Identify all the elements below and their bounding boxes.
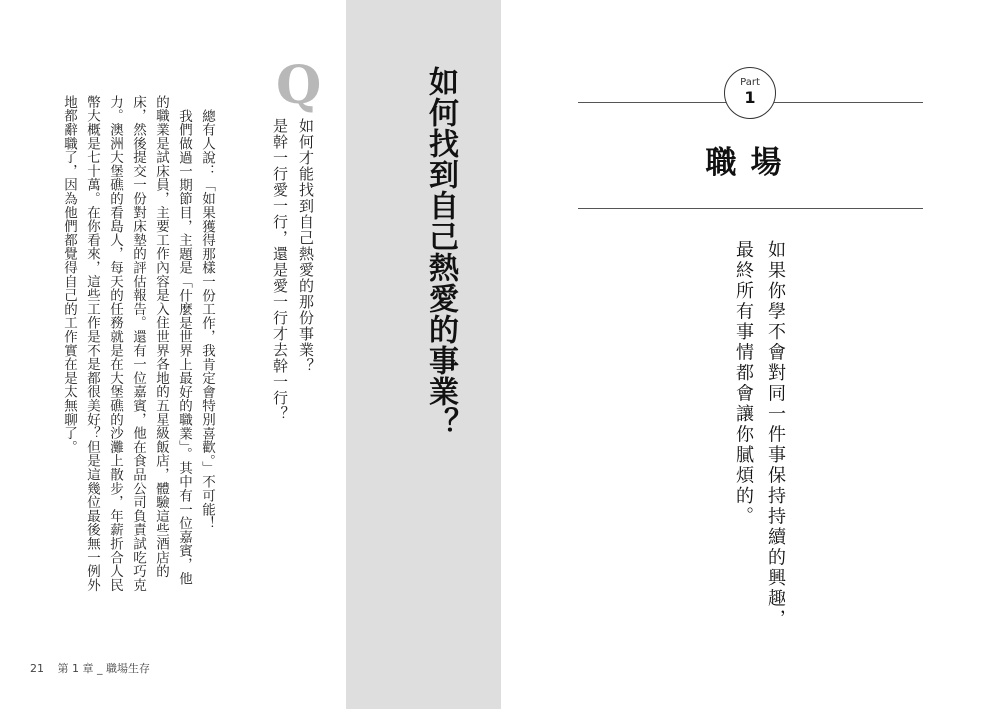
chapter-running-head: 第 1 章 _ 職場生存	[57, 662, 150, 675]
right-page	[501, 0, 1000, 709]
question-mark-letter: Q	[276, 55, 322, 116]
question-line-2: 是幹一行愛一行，還是愛一行才去幹一行？	[271, 118, 289, 422]
question-line-1: 如何才能找到自己熱愛的那份事業？	[297, 118, 315, 374]
paragraph-1: 總有人說：「如果獲得那樣一份工作，我肯定會特別喜歡。」不可能！	[199, 108, 215, 530]
page-footer	[30, 660, 150, 676]
part-number: 1	[744, 88, 756, 107]
question-text	[267, 118, 319, 422]
chapter-title: 如何找到自己熱愛的事業？	[423, 66, 458, 438]
epigraph	[727, 240, 791, 630]
epigraph-line-2: 最終所有事情都會讓你膩煩的。	[733, 240, 754, 527]
paragraph-2: 我們做過一期節目，主題是「什麼是世界上最好的職業」。其中有一位嘉賓，他的職業是試床員，主要工作內容是入住世界各地的五星級飯店，體驗這些酒店的床，然後提交一份對床墊的評估報告。還有一位嘉賓，他在食品公司負責試吃巧克力。澳洲大堡礁的看島人，每天的任務就是在大堡礁的沙灘上散步，年薪折合人民幣大概是七十萬。在你看來，這些工作是不是都很美好？但是這幾位最後無一例外地都辭職了，因為他們都覺得自己的工作實在是太無聊了。	[61, 95, 192, 592]
part-label: Part	[740, 77, 760, 88]
body-text	[57, 95, 218, 595]
part-title: 職場	[705, 145, 796, 181]
epigraph-line-1: 如果你學不會對同一件事保持持續的興趣，	[765, 240, 786, 630]
left-page	[0, 0, 346, 709]
chapter-title-band	[346, 0, 501, 709]
bottom-rule	[578, 208, 923, 209]
page-number: 21	[30, 662, 44, 675]
part-badge	[724, 67, 776, 119]
